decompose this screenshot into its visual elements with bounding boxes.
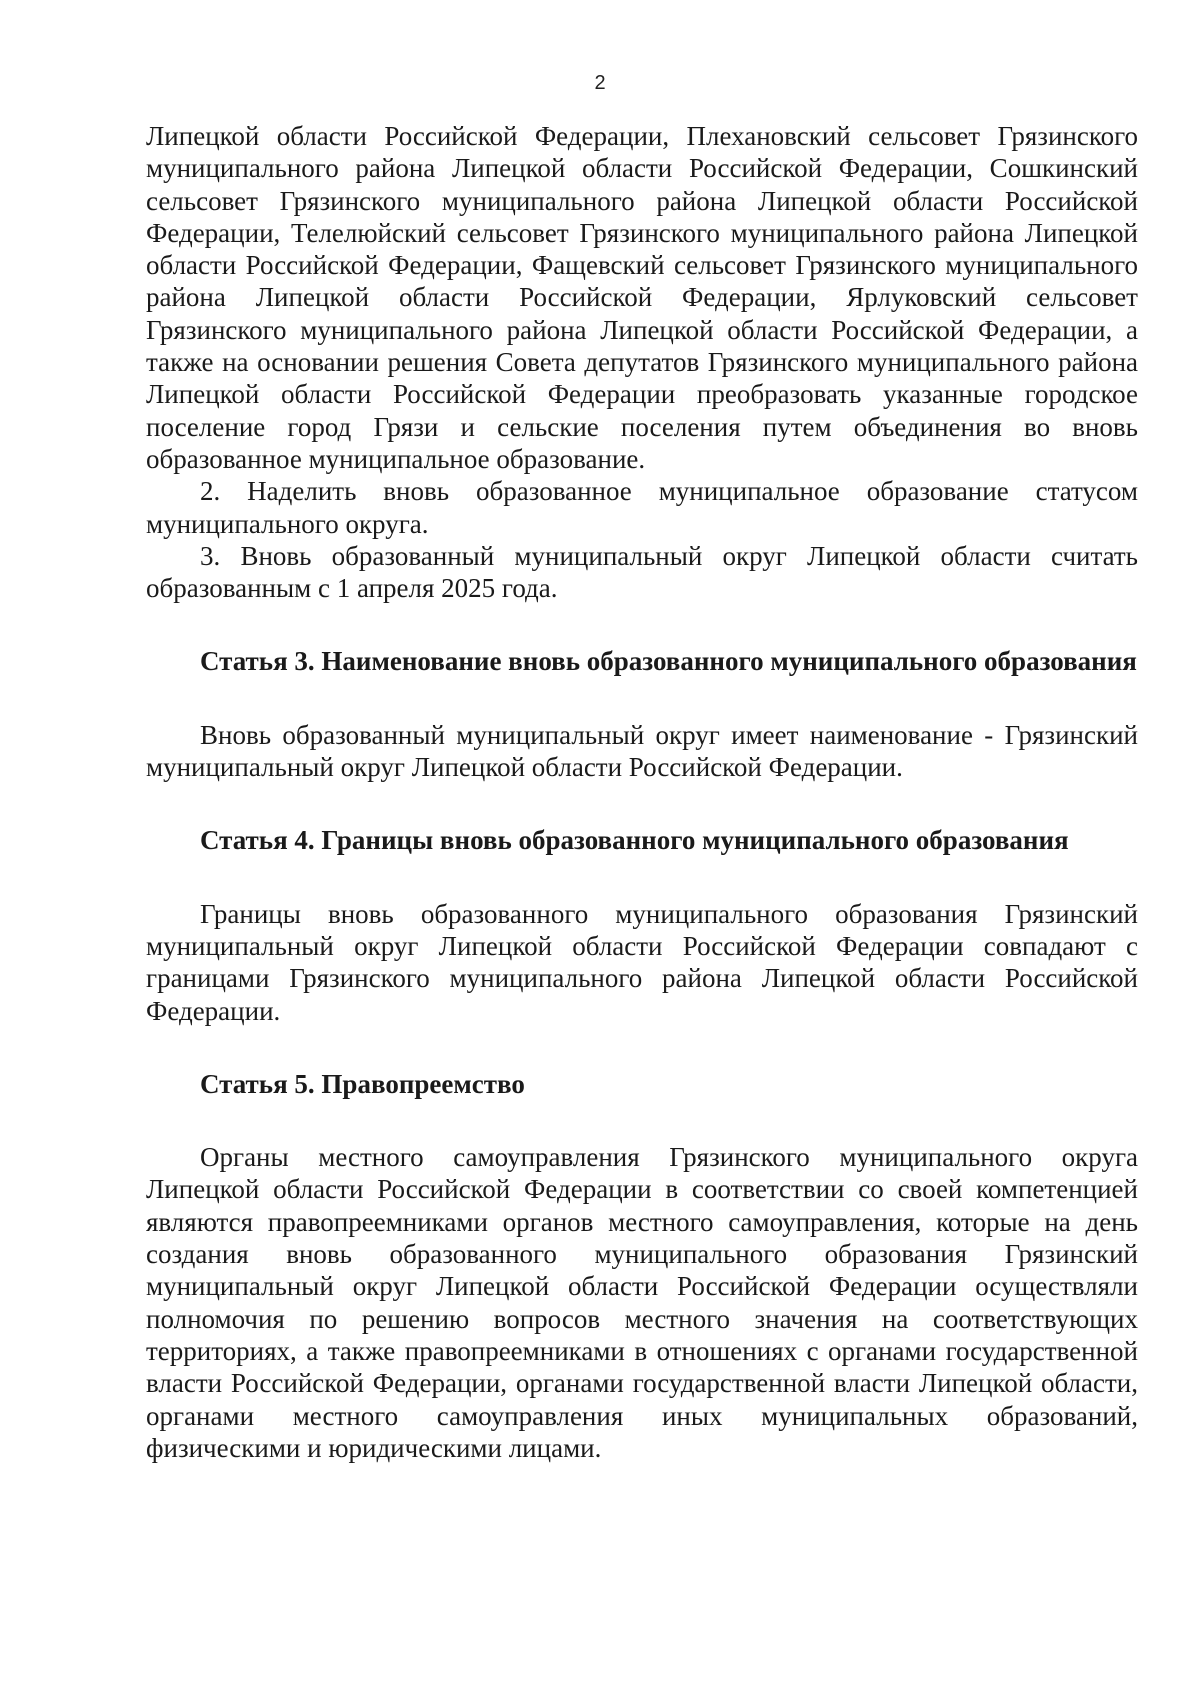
article-5-heading: Статья 5. Правопреемство <box>200 1068 525 1099</box>
paragraph-continuation: Липецкой области Российской Федерации, Плехановский сельсовет Грязинского муниципального района Липецкой области Российской Федерации, Сошкинский сельсовет Грязинского муниципального района Липецкой области Российской Федерации, Телелюйский сельсовет Грязинского муниципального района Липецкой области Российской Федерации, Фащевский сельсовет Грязинского муниципального района Липецкой области Российской Федерации, Ярлуковский сельсовет Грязинского муниципального района Липецкой области Российской Федерации, а также на основании решения Совета депутатов Грязинского муниципального района Липецкой области Российской Федерации преобразовать указанные городское поселение город Грязи и сельские поселения путем объединения во вновь образованное муниципальное образование. <box>146 121 1138 474</box>
paragraph-item-3: 3. Вновь образованный муниципальный округ Липецкой области считать образованным с 1 апреля 2025 года. <box>146 540 1138 604</box>
article-3-heading: Статья 3. Наименование вновь образованного муниципального образования <box>200 646 1137 677</box>
article-5-text: Органы местного самоуправления Грязинского муниципального округа Липецкой области Российской Федерации в соответствии со своей компетенцией являются правопреемниками органов местного самоуправления, которые на день создания вновь образованного муниципального образования Грязинский муниципальный округ Липецкой области Российской Федерации осуществляли полномочия по решению вопросов местного значения на соответствующих территориях, а также правопреемниками в отношениях с органами государственной власти Российской Федерации, органами государственной власти Липецкой области, органами местного самоуправления иных муниципальных образований, физическими и юридическими лицами. <box>146 1142 1138 1463</box>
document-body <box>146 120 1138 1464</box>
paragraph-item-2: 2. Наделить вновь образованное муниципальное образование статусом муниципального округа. <box>146 476 1138 539</box>
article-4-text: Границы вновь образованного муниципального образования Грязинский муниципальный округ Липецкой области Российской Федерации совпадают с границами Грязинского муниципального района Липецкой области Российской Федерации. <box>146 898 1138 1026</box>
article-4-heading: Статья 4. Границы вновь образованного муниципального образования <box>200 825 1069 856</box>
page-number: 2 <box>594 72 606 94</box>
article-3-text: Вновь образованный муниципальный округ имеет наименование - Грязинский муниципальный округ Липецкой области Российской Федерации. <box>146 719 1138 783</box>
